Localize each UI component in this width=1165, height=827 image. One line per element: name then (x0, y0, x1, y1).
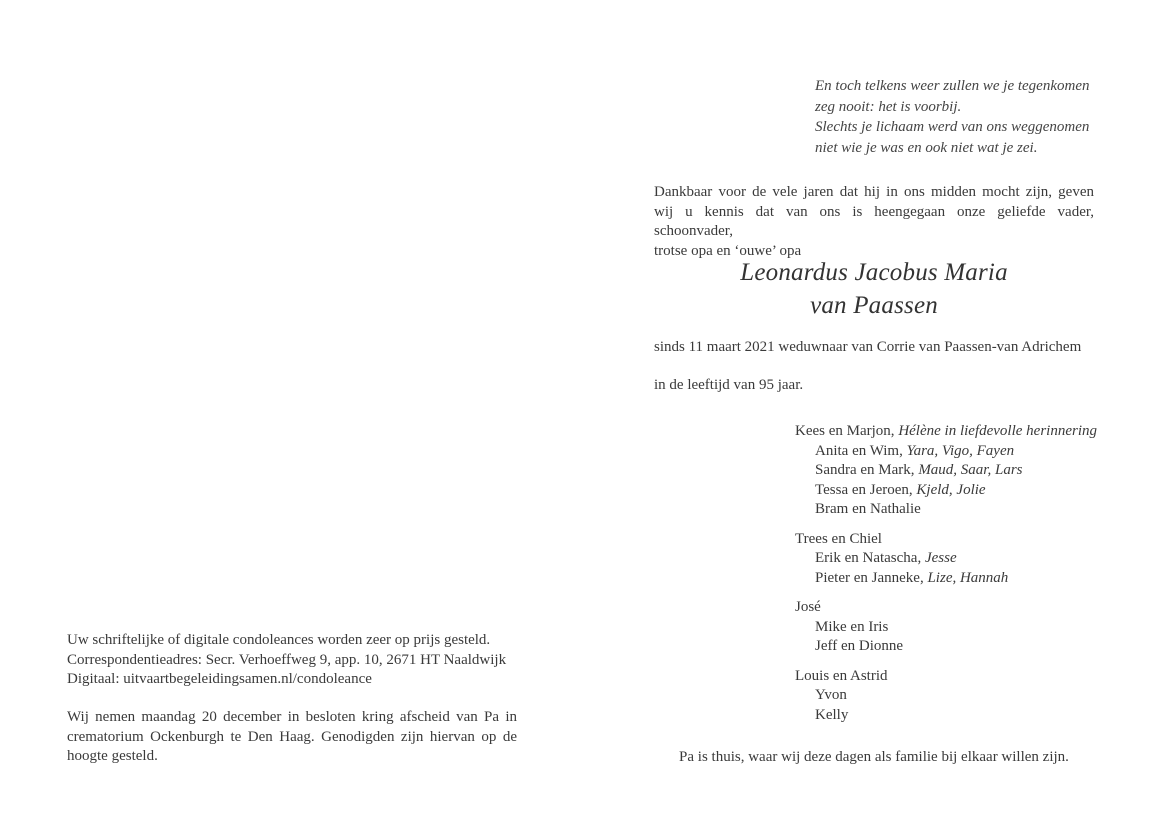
closing-text: Pa is thuis, waar wij deze dagen als familie bij elkaar willen zijn. (679, 749, 1069, 765)
farewell-info (67, 708, 517, 767)
deceased-name-line2: van Paassen (810, 292, 938, 319)
family-head (795, 422, 1125, 442)
correspondence-address: Correspondentieadres: Secr. Verhoeffweg 9, app. 10, 2671 HT Naaldwijk (67, 651, 507, 668)
family-head-names: José (795, 599, 821, 615)
farewell-line: Wij nemen maandag 20 december in besloten kring afscheid van Pa in (67, 709, 517, 725)
family-member (795, 686, 1125, 706)
announcement (654, 183, 1094, 261)
family-head-names: Trees en Chiel (795, 530, 882, 547)
family-member (795, 461, 1125, 481)
family-member-names: Anita en Wim, (815, 442, 903, 459)
poem-line: zeg nooit: het is voorbij. (815, 98, 962, 115)
family-member-names: Erik en Natascha, (815, 550, 922, 566)
family-group (795, 667, 1125, 726)
family-member (795, 618, 1125, 638)
family-member (795, 637, 1125, 657)
family-head (795, 667, 1125, 687)
family-member (795, 442, 1125, 462)
condolence-line: Uw schriftelijke of digitale condoleances worden zeer op prijs gesteld. (67, 632, 491, 648)
family-head-names: Kees en Marjon, (795, 423, 895, 439)
family-member-names: Kelly (815, 706, 849, 723)
family-member (795, 569, 1125, 589)
poem (815, 76, 1115, 158)
family-head-names: Louis en Astrid (795, 667, 888, 684)
right-page (582, 0, 1165, 827)
age-text: in de leeftijd van 95 jaar. (654, 377, 804, 393)
family-member (795, 500, 1125, 520)
family-member-names: Bram en Nathalie (815, 501, 921, 517)
family-member-names: Sandra en Mark, (815, 462, 915, 478)
family-member-children: Kjeld, Jolie (916, 481, 986, 498)
condolence-website: Digitaal: uitvaartbegeleidingsamen.nl/condoleance (67, 671, 372, 687)
poem-line: Slechts je lichaam werd van ons weggenomen (815, 119, 1090, 135)
family-member-names: Pieter en Janneke, (815, 569, 924, 586)
family-member-children: Yara, Vigo, Fayen (906, 442, 1015, 459)
family-list (795, 422, 1125, 735)
family-member-names: Mike en Iris (815, 618, 889, 635)
deceased-name-line1: Leonardus Jacobus Maria (740, 259, 1008, 286)
farewell-line: hoogte gesteld. (67, 748, 158, 764)
family-member-children: Jesse (924, 550, 957, 566)
family-group (795, 530, 1125, 589)
announcement-line: trotse opa en ‘ouwe’ opa (654, 242, 802, 259)
announcement-line: wij u kennis dat van ons is heengegaan onze geliefde vader, schoonvader, (654, 203, 1094, 239)
family-head (795, 530, 1125, 550)
family-member-children: Lize, Hannah (927, 569, 1009, 586)
deceased-name (654, 256, 1094, 322)
poem-line: niet wie je was en ook niet wat je zei. (815, 139, 1038, 156)
family-group (795, 422, 1125, 520)
family-head-note: Hélène in liefdevolle herinnering (898, 423, 1097, 439)
family-member (795, 549, 1125, 569)
poem-line: En toch telkens weer zullen we je tegenkomen (815, 78, 1090, 94)
family-group (795, 598, 1125, 657)
left-page (0, 0, 582, 827)
family-member-names: Jeff en Dionne (815, 638, 904, 654)
farewell-line: crematorium Ockenburgh te Den Haag. Genodigden zijn hiervan op de (67, 728, 517, 745)
family-member-names: Tessa en Jeroen, (815, 481, 913, 498)
widower-text: sinds 11 maart 2021 weduwnaar van Corrie van Paassen-van Adrichem (654, 339, 1082, 355)
announcement-line: Dankbaar voor de vele jaren dat hij in ons midden mocht zijn, geven (654, 184, 1094, 200)
family-member (795, 481, 1125, 501)
family-head (795, 598, 1125, 618)
family-member (795, 706, 1125, 726)
family-member-children: Maud, Saar, Lars (918, 462, 1023, 478)
family-member-names: Yvon (815, 687, 847, 703)
condolence-info (67, 631, 517, 690)
